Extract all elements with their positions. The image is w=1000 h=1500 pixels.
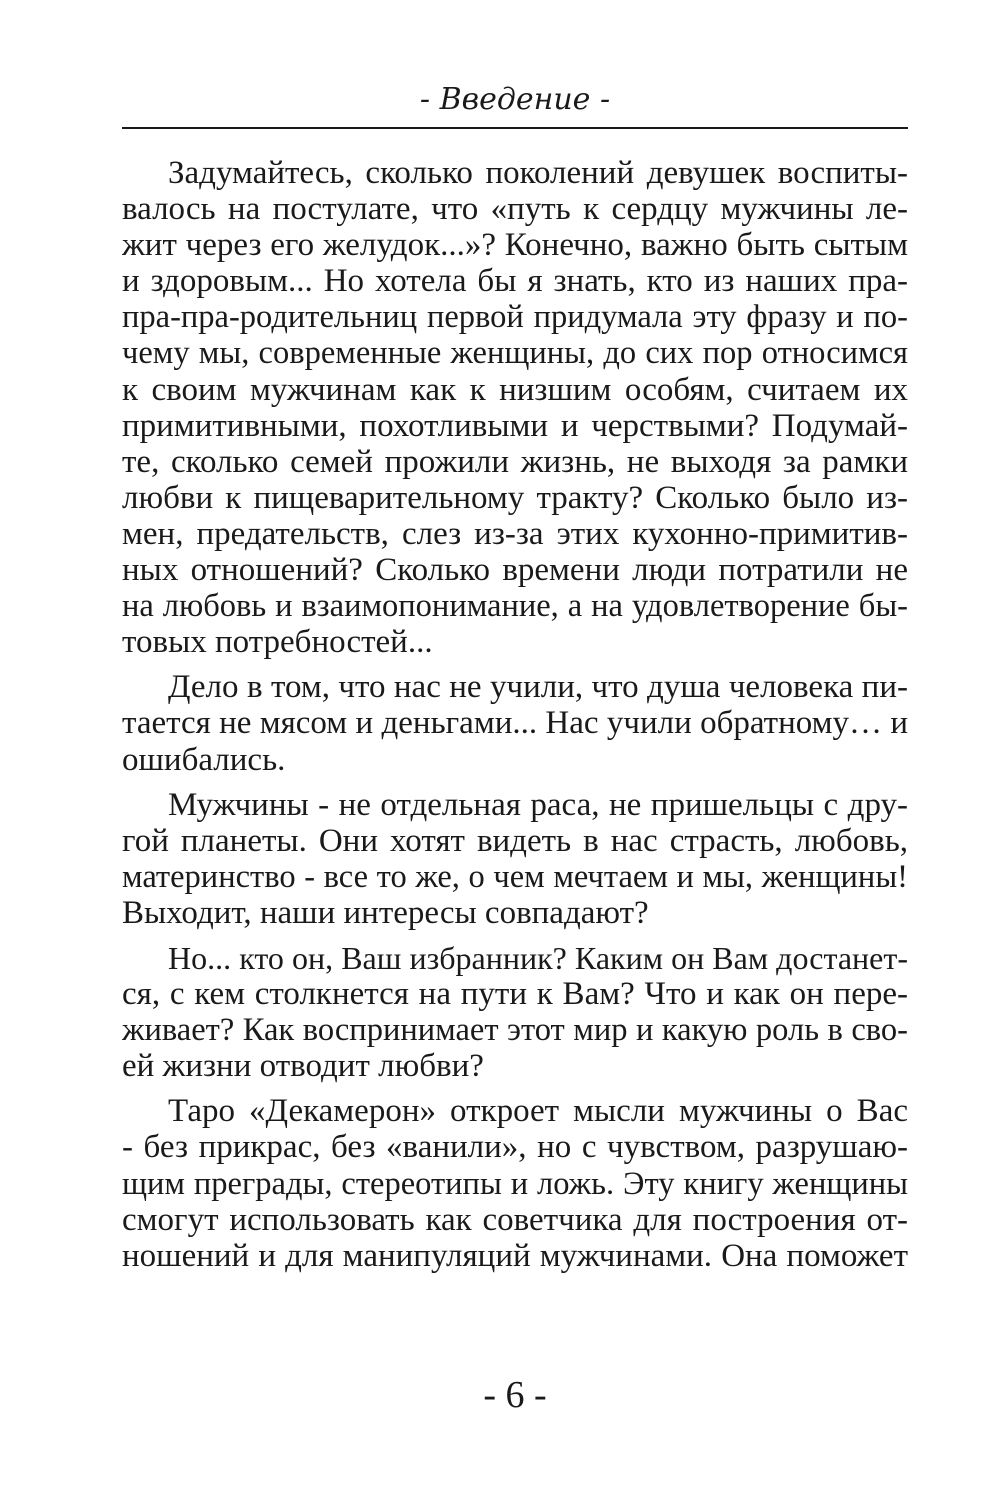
text-line: ных отношений? Сколько времени люди потратили не <box>122 552 908 589</box>
text-line: валось на постулате, что «путь к сердцу мужчины ле- <box>122 191 908 228</box>
text-line: мен, предательств, слез из-за этих кухонно-примитив- <box>122 515 908 552</box>
text-line: ей жизни отводит любви? <box>122 1048 484 1085</box>
text-line: Выходит, наши интересы совпадают? <box>122 894 649 931</box>
text-line: пра-пра-родительниц первой придумала эту фразу и по- <box>122 299 908 336</box>
text-line: Мужчины - не отдельная раса, не пришельцы с дру- <box>168 786 908 823</box>
paragraph <box>122 787 908 931</box>
text-line: товых потребностей... <box>122 624 433 661</box>
text-line: - без прикрас, без «ванили», но с чувством, разрушаю- <box>122 1129 908 1166</box>
text-line: Дело в том, что нас не учили, что душа человека пи- <box>168 669 908 706</box>
text-line: к своим мужчинам как к низшим особям, считаем их <box>122 371 908 408</box>
text-line: любви к пищеварительному тракту? Сколько было из- <box>122 479 908 516</box>
paragraph <box>122 940 908 1084</box>
paragraph <box>122 155 908 660</box>
running-header-title: - Введение - <box>419 82 611 117</box>
paragraph <box>122 1093 908 1273</box>
text-line: примитивными, похотливыми и черствыми? Подумай- <box>122 407 908 444</box>
text-line: жит через его желудок...»? Конечно, важно быть сытым <box>122 227 908 264</box>
text-line: чему мы, современные женщины, до сих пор относимся <box>122 335 908 372</box>
header-divider <box>122 127 908 129</box>
text-line: и здоровым... Но хотела бы я знать, кто из наших пра- <box>122 263 908 300</box>
text-line: ошибались. <box>122 741 286 778</box>
text-line: смогут использовать как советчика для построения от- <box>122 1201 908 1238</box>
text-line: Задумайтесь, сколько поколений девушек воспиты- <box>168 155 908 191</box>
page-number: - 6 - <box>483 1374 547 1416</box>
text-line: тается не мясом и деньгами... Нас учили обратному… и <box>122 705 908 742</box>
text-line: щим преграды, стереотипы и ложь. Эту книгу женщины <box>122 1165 908 1202</box>
body-text <box>122 155 908 1274</box>
text-line: живает? Как воспринимает этот мир и какую роль в сво- <box>122 1012 908 1049</box>
text-line: те, сколько семей прожили жизнь, не выходя за рамки <box>122 443 908 480</box>
paragraph <box>122 669 908 777</box>
text-line: ношений и для манипуляций мужчинами. Она поможет <box>122 1237 908 1274</box>
text-line: на любовь и взаимопонимание, а на удовлетворение бы- <box>122 588 908 625</box>
text-line: Но... кто он, Ваш избранник? Каким он Вам достанет- <box>168 939 908 976</box>
text-line: Таро «Декамерон» откроет мысли мужчины о Вас <box>168 1093 908 1130</box>
text-line: материнство - все то же, о чем мечтаем и мы, женщины! <box>122 858 908 895</box>
text-line: гой планеты. Они хотят видеть в нас страсть, любовь, <box>122 822 908 859</box>
text-line: ся, с кем столкнется на пути к Вам? Что и как он пере- <box>122 976 908 1013</box>
